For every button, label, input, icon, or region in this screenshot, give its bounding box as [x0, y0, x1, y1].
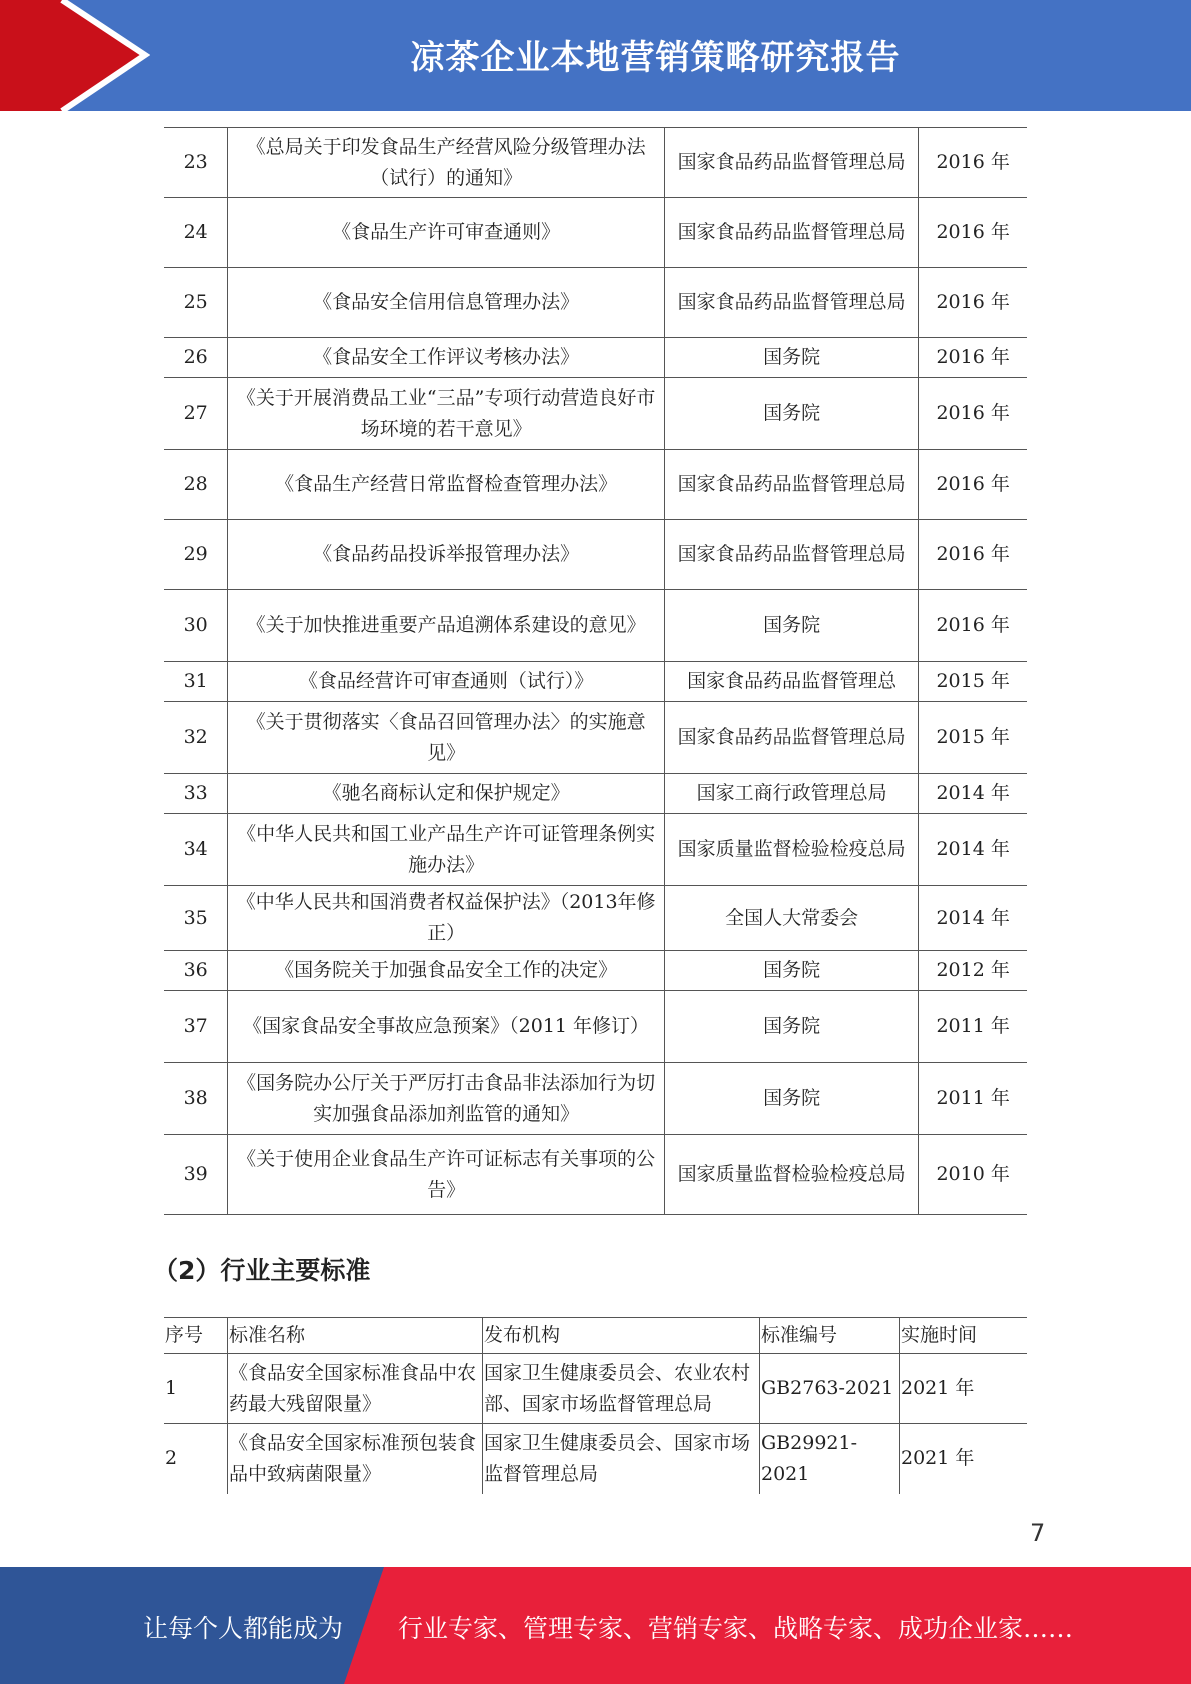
- row-number: 37: [164, 991, 228, 1063]
- issuing-agency: 国务院: [664, 991, 918, 1063]
- table-row: [164, 774, 1027, 814]
- standard-code: GB2763-2021: [760, 1354, 900, 1424]
- issuing-agency: 国务院: [664, 590, 918, 662]
- table-row: [164, 590, 1027, 662]
- issue-year: 2012 年: [919, 951, 1027, 991]
- table-row: [164, 520, 1027, 590]
- issuing-agency: 国家食品药品监督管理总: [664, 662, 918, 702]
- issue-year: 2014 年: [919, 774, 1027, 814]
- issue-year: 2016 年: [919, 268, 1027, 338]
- table-row: [164, 128, 1027, 198]
- table-row: [164, 1354, 1027, 1424]
- row-number: 32: [164, 702, 228, 774]
- row-number: 35: [164, 886, 228, 951]
- header-org: 发布机构: [483, 1318, 760, 1354]
- issuing-agency: 国家食品药品监督管理总局: [664, 198, 918, 268]
- header-name: 标准名称: [228, 1318, 483, 1354]
- issue-year: 2016 年: [919, 520, 1027, 590]
- regulation-name: 《食品经营许可审查通则（试行）》: [228, 662, 665, 702]
- issue-year: 2016 年: [919, 128, 1027, 198]
- table-row: [164, 378, 1027, 450]
- table-row: [164, 702, 1027, 774]
- row-number: 23: [164, 128, 228, 198]
- table-row: [164, 198, 1027, 268]
- page-number: 7: [1030, 1519, 1046, 1547]
- issue-year: 2016 年: [919, 450, 1027, 520]
- row-number: 24: [164, 198, 228, 268]
- footer-banner: [0, 1567, 1191, 1684]
- table-row: [164, 662, 1027, 702]
- regulation-name: 《食品安全信用信息管理办法》: [228, 268, 665, 338]
- row-number: 39: [164, 1135, 228, 1215]
- regulation-name: 《总局关于印发食品生产经营风险分级管理办法（试行）的通知》: [228, 128, 665, 198]
- issue-year: 2016 年: [919, 338, 1027, 378]
- standard-number: 1: [164, 1354, 228, 1424]
- issue-year: 2016 年: [919, 378, 1027, 450]
- issuing-agency: 国家食品药品监督管理总局: [664, 520, 918, 590]
- table-row: [164, 991, 1027, 1063]
- regulations-table: [164, 127, 1027, 1215]
- table-row: [164, 1063, 1027, 1135]
- regulation-name: 《食品生产经营日常监督检查管理办法》: [228, 450, 665, 520]
- standard-name: 《食品安全国家标准预包装食品中致病菌限量》: [228, 1424, 483, 1494]
- regulation-name: 《国务院关于加强食品安全工作的决定》: [228, 951, 665, 991]
- regulation-name: 《关于开展消费品工业“三品”专项行动营造良好市场环境的若干意见》: [228, 378, 665, 450]
- table-row: [164, 450, 1027, 520]
- row-number: 33: [164, 774, 228, 814]
- issuing-agency: 国务院: [664, 951, 918, 991]
- issuing-body: 国家卫生健康委员会、农业农村部、国家市场监督管理总局: [483, 1354, 760, 1424]
- row-number: 31: [164, 662, 228, 702]
- regulation-name: 《中华人民共和国消费者权益保护法》（2013年修正）: [228, 886, 665, 951]
- table-header-row: [164, 1318, 1027, 1354]
- table-row: [164, 951, 1027, 991]
- effective-date: 2021 年: [900, 1354, 1028, 1424]
- row-number: 30: [164, 590, 228, 662]
- header-no: 序号: [164, 1318, 228, 1354]
- issue-year: 2014 年: [919, 814, 1027, 886]
- row-number: 38: [164, 1063, 228, 1135]
- regulation-name: 《关于使用企业食品生产许可证标志有关事项的公告》: [228, 1135, 665, 1215]
- row-number: 36: [164, 951, 228, 991]
- regulation-name: 《关于加快推进重要产品追溯体系建设的意见》: [228, 590, 665, 662]
- effective-date: 2021 年: [900, 1424, 1028, 1494]
- section-heading: （2）行业主要标准: [153, 1256, 371, 1285]
- footer-slogan-right: 行业专家、管理专家、营销专家、战略专家、成功企业家……: [398, 1614, 1074, 1643]
- regulation-name: 《食品生产许可审查通则》: [228, 198, 665, 268]
- row-number: 26: [164, 338, 228, 378]
- standard-code: GB29921-2021: [760, 1424, 900, 1494]
- issuing-agency: 国家食品药品监督管理总局: [664, 268, 918, 338]
- regulation-name: 《驰名商标认定和保护规定》: [228, 774, 665, 814]
- table-row: [164, 338, 1027, 378]
- row-number: 34: [164, 814, 228, 886]
- table-row: [164, 886, 1027, 951]
- issuing-agency: 全国人大常委会: [664, 886, 918, 951]
- row-number: 28: [164, 450, 228, 520]
- header-code: 标准编号: [760, 1318, 900, 1354]
- row-number: 29: [164, 520, 228, 590]
- issuing-agency: 国家质量监督检验检疫总局: [664, 814, 918, 886]
- regulation-name: 《中华人民共和国工业产品生产许可证管理条例实施办法》: [228, 814, 665, 886]
- row-number: 25: [164, 268, 228, 338]
- issue-year: 2016 年: [919, 590, 1027, 662]
- issue-year: 2016 年: [919, 198, 1027, 268]
- header-date: 实施时间: [900, 1318, 1028, 1354]
- regulation-name: 《关于贯彻落实〈食品召回管理办法〉的实施意见》: [228, 702, 665, 774]
- table-row: [164, 1424, 1027, 1494]
- issuing-body: 国家卫生健康委员会、国家市场监督管理总局: [483, 1424, 760, 1494]
- row-number: 27: [164, 378, 228, 450]
- regulation-name: 《国务院办公厅关于严厉打击食品非法添加行为切实加强食品添加剂监管的通知》: [228, 1063, 665, 1135]
- report-title: 凉茶企业本地营销策略研究报告: [410, 38, 901, 78]
- issue-year: 2011 年: [919, 991, 1027, 1063]
- issuing-agency: 国务院: [664, 1063, 918, 1135]
- issue-year: 2011 年: [919, 1063, 1027, 1135]
- footer-slogan-left: 让每个人都能成为: [143, 1614, 344, 1643]
- issue-year: 2014 年: [919, 886, 1027, 951]
- table-row: [164, 814, 1027, 886]
- issuing-agency: 国家食品药品监督管理总局: [664, 702, 918, 774]
- issue-year: 2015 年: [919, 702, 1027, 774]
- regulation-name: 《国家食品安全事故应急预案》（2011 年修订）: [228, 991, 665, 1063]
- issuing-agency: 国家食品药品监督管理总局: [664, 450, 918, 520]
- issuing-agency: 国务院: [664, 378, 918, 450]
- regulation-name: 《食品药品投诉举报管理办法》: [228, 520, 665, 590]
- issuing-agency: 国务院: [664, 338, 918, 378]
- table-row: [164, 1135, 1027, 1215]
- issuing-agency: 国家工商行政管理总局: [664, 774, 918, 814]
- issue-year: 2015 年: [919, 662, 1027, 702]
- standard-number: 2: [164, 1424, 228, 1494]
- regulation-name: 《食品安全工作评议考核办法》: [228, 338, 665, 378]
- issuing-agency: 国家质量监督检验检疫总局: [664, 1135, 918, 1215]
- issue-year: 2010 年: [919, 1135, 1027, 1215]
- table-row: [164, 268, 1027, 338]
- standard-name: 《食品安全国家标准食品中农药最大残留限量》: [228, 1354, 483, 1424]
- standards-table: [164, 1317, 1027, 1494]
- report-header: [0, 0, 1191, 111]
- issuing-agency: 国家食品药品监督管理总局: [664, 128, 918, 198]
